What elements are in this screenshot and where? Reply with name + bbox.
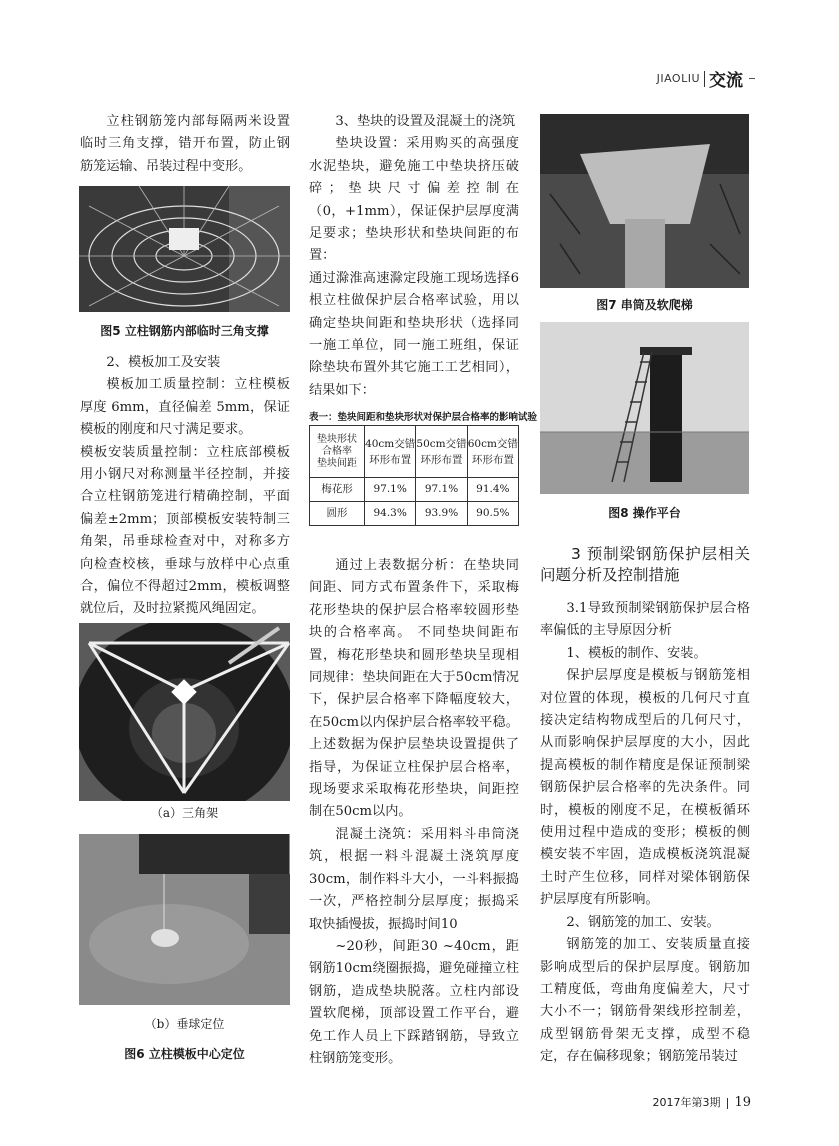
table-cell: 90.5%: [467, 502, 518, 526]
col1-top: [80, 111, 290, 178]
header-divider: [704, 71, 705, 87]
fig6a-tripod-image: [79, 623, 290, 801]
table-header-50: 50cm交错 环形布置: [416, 426, 467, 478]
fig8-caption: 图8 操作平台: [608, 506, 681, 520]
table-row: [310, 478, 519, 502]
fig6a-photo: [79, 623, 290, 801]
table-cell: 97.1%: [365, 478, 416, 502]
footer-divider: [727, 1098, 728, 1109]
col2-h3: 3、垫块的设置及混凝土的浇筑: [335, 114, 516, 129]
table-header-40: 40cm交错 环形布置: [365, 426, 416, 478]
page-footer: [652, 1094, 751, 1110]
fig7-chute-image: [540, 114, 749, 288]
fig6a-caption: （a）三角架: [150, 806, 219, 820]
fig6b-photo: [79, 834, 290, 1005]
table-cell: 91.4%: [467, 478, 518, 502]
fig6b-plumb-image: [79, 834, 290, 1005]
col1-body: [80, 352, 290, 621]
col3-h1: 1、模板的制作、安装。: [566, 645, 707, 661]
fig8-photo: [540, 322, 749, 494]
col2-p4: 混凝土浇筑：采用料斗串筒浇筑，根据一料斗混凝土浇筑厚度30cm，制作料斗大小，一斗料振捣一次，严格控制分层厚度；振捣采取快插慢拔，振捣时间10: [309, 826, 519, 932]
fig5-rebar-cage-image: [79, 186, 290, 312]
table-cell: 93.9%: [416, 502, 467, 526]
col1-p2: 模板加工质量控制：立柱模板厚度 6mm，直径偏差 5mm，保证模板的刚度和尺寸满足要求。: [80, 377, 290, 438]
header-mark: [749, 78, 755, 79]
table-spacer-shape: [309, 425, 519, 526]
table-cell: 97.1%: [416, 478, 467, 502]
col1-p3: 模板安装质量控制：立柱底部模板用小钢尺对称测量半径控制，并接合立柱钢筋笼进行精确控制，平面偏差±2mm；顶部模板安装特制三角架，吊垂球检查对中，对称多方向检查校核，垂球与放样中心点重合，偏位不得超过2mm，模板调整就位后，及时拉紧揽风绳固定。: [80, 444, 290, 617]
col2-p1: 垫块设置：采用购买的高强度水泥垫块，避免施工中垫块挤压破碎；垫块尺寸偏差控制在（0，+1mm），保证保护层厚度满足要求；垫块形状和垫块间距的布置：: [309, 136, 519, 264]
table-caption: 表一：垫块间距和垫块形状对保护层合格率的影响试验: [309, 412, 538, 423]
col2-p2: 通过滁淮高速滁定段施工现场选择6根立柱做保护层合格率试验，用以确定垫块间距和垫块形状（选择同一施工单位，同一施工班组，保证除垫块布置外其它施工工艺相同），结果如下：: [309, 270, 519, 398]
table-row-label: 梅花形: [310, 478, 365, 502]
col3-h2: 2、钢筋笼的加工、安装。: [566, 914, 720, 930]
col3-p3: 钢筋笼的加工、安装质量直接影响成型后的保护层厚度。钢筋加工精度低，弯曲角度偏差大，尺寸大小不一；钢筋骨架线形控制差，成型钢筋骨架无支撑，成型不稳定，存在偏移现象；钢筋笼吊装过: [540, 937, 750, 1065]
col1-p1: 立柱钢筋笼内部每隔两米设置临时三角支撑，错开布置，防止钢筋笼运输、吊装过程中变形。: [80, 114, 290, 174]
header-en: JIAOLIU: [656, 72, 700, 85]
section-title: 3 预制梁钢筋保护层相关问题分析及控制措施: [540, 545, 750, 584]
col2-body: [309, 555, 519, 1070]
col2-p5: ~20秒，间距30 ~40cm，距钢筋10cm绕圈振捣，避免碰撞立柱钢筋，造成垫块脱落。立柱内部设置软爬梯，顶部设置工作平台，避免工作人员上下踩踏钢筋，导致立柱钢筋笼变形。: [309, 938, 519, 1066]
fig6b-caption: （b）垂球定位: [144, 1017, 225, 1031]
col3-body: [540, 544, 750, 1069]
table-corner: 垫块形状 合格率 垫块间距: [310, 426, 365, 478]
col2-p3: 通过上表数据分析：在垫块同间距、同方式布置条件下，采取梅花形垫块的保护层合格率较圆形垫块的合格率高。 不同垫块间距布置，梅花形垫块和圆形垫块呈现相同规律：垫块间距在大于50cm情况下，保护层合格率下降幅度较大，在50cm以内保护层合格率较平稳。上述数据为保护层垫块设置提供了指导，为保证立柱保护层合格率，现场要求采取梅花形垫块，间距控制在50cm以内。: [309, 558, 519, 820]
fig6-caption: 图6 立柱模板中心定位: [124, 1047, 245, 1061]
col1-h2: 2、模板加工及安装: [106, 355, 221, 370]
fig5-photo: [79, 186, 290, 312]
header-cn: 交流: [709, 71, 743, 91]
journal-header: [657, 66, 755, 91]
page-number: 19: [734, 1095, 751, 1110]
fig8-platform-image: [540, 322, 749, 494]
table-row: [310, 502, 519, 526]
issue-label: 2017年第3期: [652, 1096, 721, 1109]
col3-p1: 3.1导致预制梁钢筋保护层合格率偏低的主导原因分析: [540, 601, 750, 639]
table-row-label: 圆形: [310, 502, 365, 526]
fig7-photo: [540, 114, 749, 288]
fig5-caption: 图5 立柱钢筋内部临时三角支撑: [100, 324, 269, 338]
col2-top: [309, 111, 519, 402]
table-header-60: 60cm交错 环形布置: [467, 426, 518, 478]
col3-p2: 保护层厚度是模板与钢筋笼相对位置的体现，模板的几何尺寸直接决定结构物成型后的几何尺寸，从而影响保护层厚度的大小，因此提高模板的制作精度是保证预制梁钢筋保护层合格率的先决条件。同时，模板的刚度不足，在模板循环使用过程中造成的变形；模板的侧模安装不牢固，造成模板浇筑混凝土时产生位移，同样对梁体钢筋保护层厚度有所影响。: [540, 668, 750, 908]
table-cell: 94.3%: [365, 502, 416, 526]
fig7-caption: 图7 串筒及软爬梯: [596, 298, 693, 312]
